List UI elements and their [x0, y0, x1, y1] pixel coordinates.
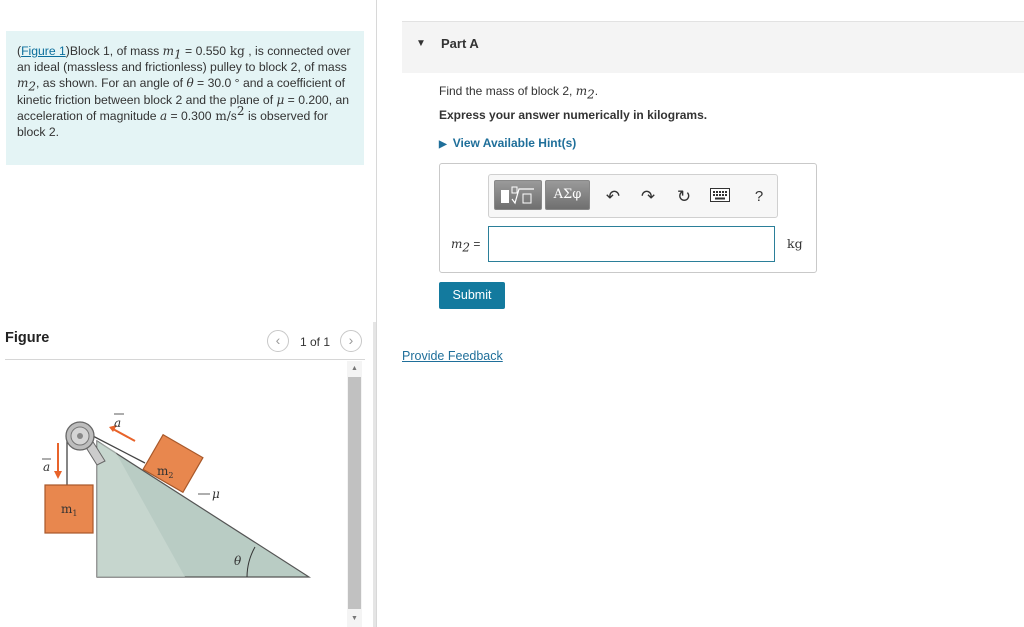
- pulley-axle: [77, 433, 83, 439]
- keyboard-icon[interactable]: [709, 186, 731, 208]
- answer-input[interactable]: [488, 226, 775, 262]
- keyboard-icon-graphic: [710, 188, 730, 202]
- answer-label: $m_2$ =: [451, 237, 481, 255]
- figure-title: Figure: [5, 330, 50, 346]
- pulley-incline-diagram: [5, 361, 345, 627]
- accel-arrow-block-2: [113, 429, 135, 441]
- mu-label: μ: [212, 487, 220, 501]
- figure-link[interactable]: Figure 1: [21, 44, 66, 58]
- left-panel: [0, 0, 377, 627]
- template-icon-graphic: [498, 185, 538, 207]
- answer-unit: kg: [787, 236, 803, 251]
- part-title: Part A: [441, 36, 479, 51]
- caret-right-icon: ▶: [439, 139, 447, 150]
- figure-page-indicator: 1 of 1: [300, 335, 331, 349]
- math-toolbar: [488, 174, 778, 218]
- m2-label: $m_2$: [157, 464, 174, 480]
- accel-arrowhead-block-1: [54, 471, 62, 479]
- answer-instruction: Express your answer numerically in kilograms.: [439, 108, 708, 122]
- redo-icon[interactable]: ↷: [640, 187, 656, 206]
- figure-header: [5, 322, 365, 360]
- m1-value: 0.550: [195, 44, 227, 58]
- caret-down-icon[interactable]: ▼: [416, 38, 426, 49]
- a-label-block-1: a: [43, 460, 51, 474]
- theta-value: 30.0: [207, 76, 232, 91]
- answer-box: [439, 163, 817, 273]
- m1-label: $m_1$: [61, 502, 78, 518]
- scroll-down-icon[interactable]: ▼: [351, 615, 358, 622]
- figure-scrollbar[interactable]: [347, 361, 362, 627]
- mu-value: 0.200: [298, 92, 329, 107]
- provide-feedback-link[interactable]: Provide Feedback: [402, 349, 503, 363]
- scroll-up-icon[interactable]: ▲: [351, 365, 358, 372]
- view-hints-link[interactable]: ▶ View Available Hint(s): [439, 136, 577, 150]
- theta-label: θ: [234, 554, 242, 568]
- reset-icon[interactable]: ↻: [676, 187, 692, 206]
- help-button[interactable]: ?: [754, 188, 764, 205]
- chevron-right-icon[interactable]: ›: [340, 330, 362, 352]
- problem-statement: (Figure 1)Block 1, of mass $m_1 = 0.550$ kg , is connected over an ideal (massless and frictionless) pulley to block 2, of mass $m_2$, as shown. For an angle of θ = 30.0 ° and a coefficient of kinetic friction between block 2 and the plane of μ = 0.200, an acceleration of magnitude a = 0.300 $m/s^2$ is observed for block 2.: [6, 31, 364, 165]
- part-a-header[interactable]: [402, 21, 1024, 73]
- a-value: 0.300: [181, 108, 212, 123]
- chevron-left-icon[interactable]: ‹: [267, 330, 289, 352]
- a-label-block-2: a: [114, 416, 122, 430]
- template-icon[interactable]: [494, 180, 542, 210]
- greek-symbols-button[interactable]: ΑΣφ: [545, 180, 590, 210]
- submit-button[interactable]: Submit: [439, 282, 505, 309]
- panel-divider: [373, 322, 376, 627]
- figure-area: [5, 361, 345, 627]
- scroll-thumb[interactable]: [348, 377, 361, 609]
- undo-icon[interactable]: ↶: [605, 187, 621, 206]
- question-text: Find the mass of block 2, $m_2$.: [439, 84, 599, 102]
